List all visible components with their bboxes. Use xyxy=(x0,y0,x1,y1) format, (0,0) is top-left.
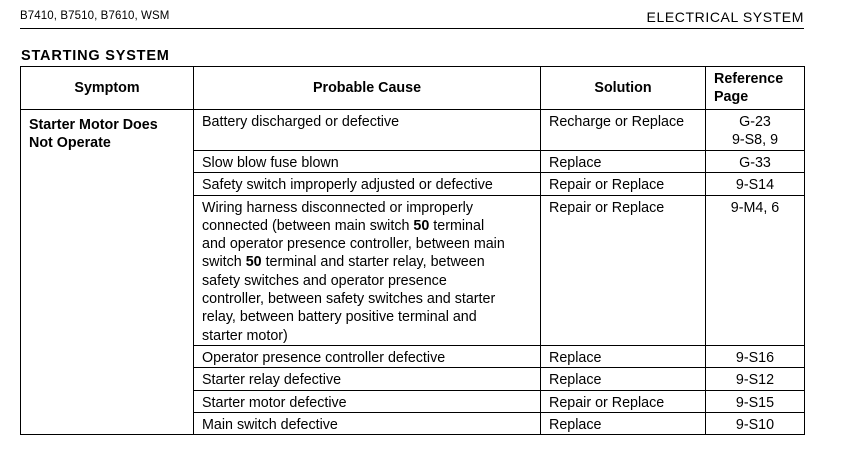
cause-cell: Operator presence controller defective xyxy=(194,345,541,367)
column-header-cause: Probable Cause xyxy=(194,67,541,110)
solution-cell: Repair or Replace xyxy=(541,173,706,195)
reference-cell: G-23 9-S8, 9 xyxy=(706,110,805,151)
reference-cell: 9-S10 xyxy=(706,412,805,434)
cause-cell: Starter motor defective xyxy=(194,390,541,412)
cause-cell: Wiring harness disconnected or improperly connected (between main switch 50 terminal and operator presence controller, between main switch 50 terminal and starter relay, between safety switches and operator presence controller, between safety switches and starter relay, between battery positive terminal and starter motor) xyxy=(194,195,541,345)
section-title: STARTING SYSTEM xyxy=(21,48,170,64)
reference-cell: 9-S15 xyxy=(706,390,805,412)
solution-cell: Replace xyxy=(541,345,706,367)
solution-cell: Replace xyxy=(541,151,706,173)
header-section-name: ELECTRICAL SYSTEM xyxy=(646,9,804,25)
column-header-solution: Solution xyxy=(541,67,706,110)
solution-cell: Recharge or Replace xyxy=(541,110,706,151)
table-header-row xyxy=(21,67,805,110)
solution-cell: Repair or Replace xyxy=(541,195,706,345)
reference-cell: 9-S14 xyxy=(706,173,805,195)
troubleshooting-table xyxy=(20,66,805,435)
reference-cell: 9-S12 xyxy=(706,368,805,390)
header-model-list: B7410, B7510, B7610, WSM xyxy=(20,10,170,22)
table-row xyxy=(21,110,805,151)
column-header-reference: Reference Page xyxy=(706,67,805,110)
cause-cell: Main switch defective xyxy=(194,412,541,434)
reference-cell: G-33 xyxy=(706,151,805,173)
reference-cell: 9-M4, 6 xyxy=(706,195,805,345)
cause-cell: Slow blow fuse blown xyxy=(194,151,541,173)
cause-cell: Starter relay defective xyxy=(194,368,541,390)
solution-cell: Repair or Replace xyxy=(541,390,706,412)
cause-cell: Safety switch improperly adjusted or defective xyxy=(194,173,541,195)
solution-cell: Replace xyxy=(541,412,706,434)
cause-cell: Battery discharged or defective xyxy=(194,110,541,151)
column-header-symptom: Symptom xyxy=(21,67,194,110)
header-divider xyxy=(20,28,804,29)
reference-cell: 9-S16 xyxy=(706,345,805,367)
solution-cell: Replace xyxy=(541,368,706,390)
symptom-cell: Starter Motor Does Not Operate xyxy=(21,110,194,435)
